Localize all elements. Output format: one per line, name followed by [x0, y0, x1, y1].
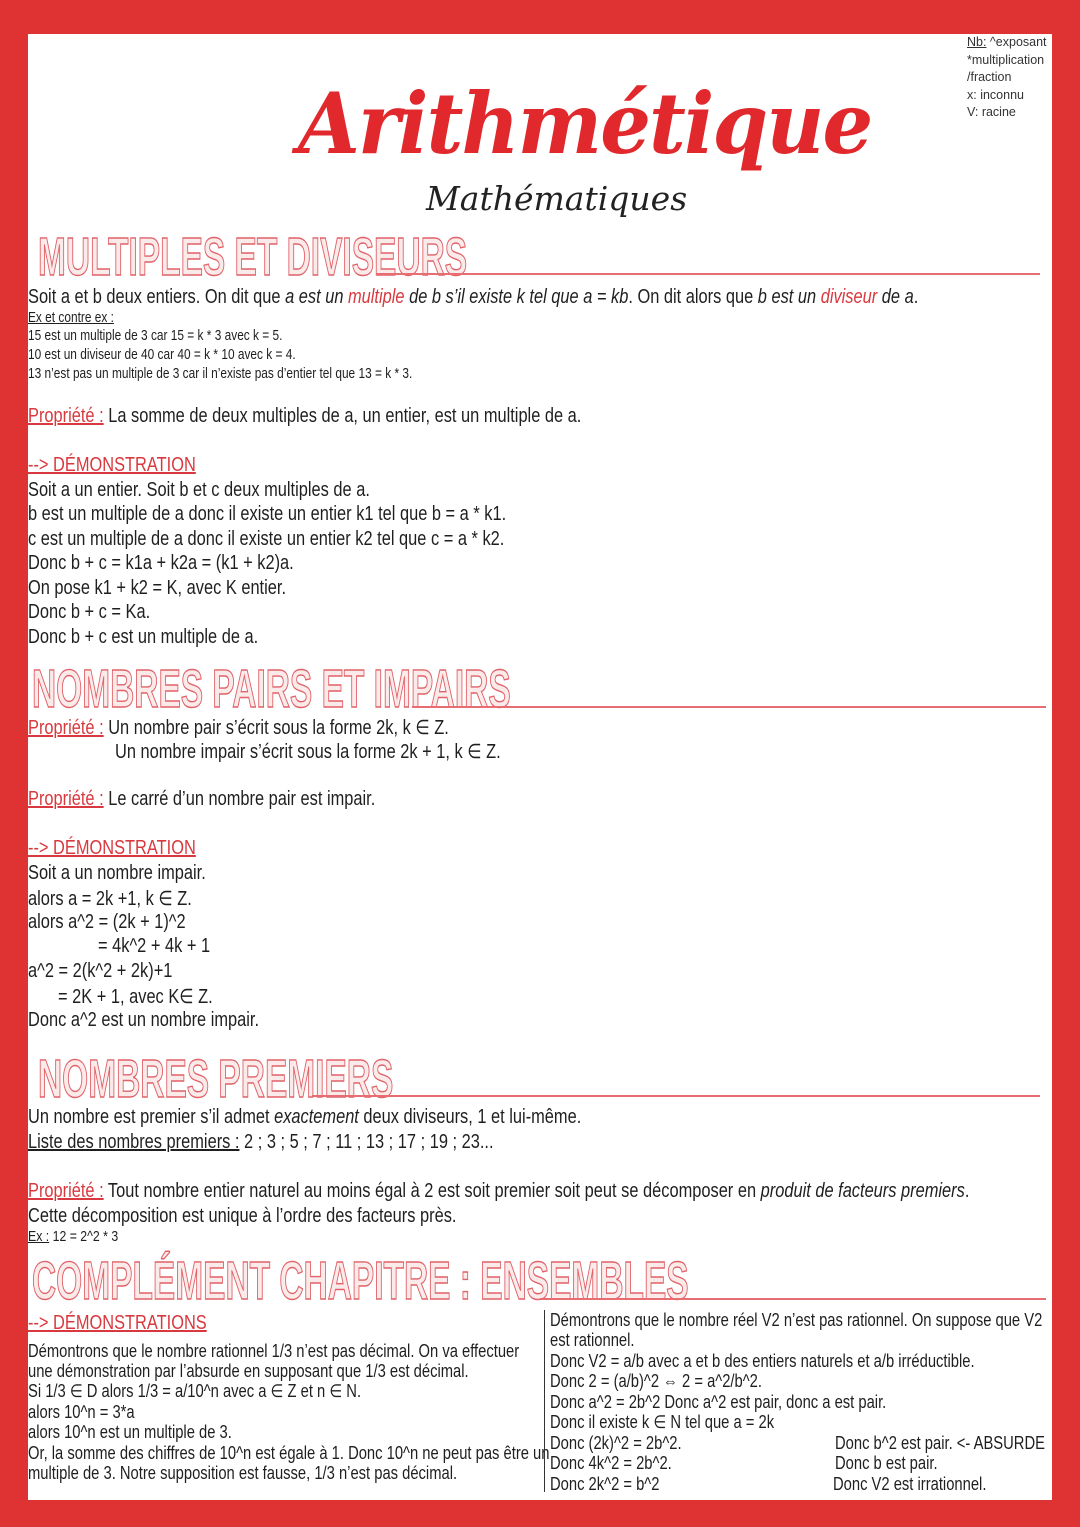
s3-example — [28, 1228, 118, 1245]
s3-definition — [28, 1106, 581, 1129]
s2-demo-line: alors a = 2k +1, k ∈ Z. — [28, 888, 192, 910]
legend-nb-label: Nb: — [967, 35, 987, 49]
s4-right-line: Donc 2 = (a/b)^2 ⇔ 2 = a^2/b^2. — [550, 1371, 762, 1391]
s4-right-line: Donc (2k)^2 = 2b^2. — [550, 1433, 682, 1453]
s4-right-line: Donc 2k^2 = b^2 — [550, 1474, 660, 1494]
property-label: Propriété : — [28, 405, 104, 427]
section-title-premiers: NOMBRES PREMIERS — [38, 1049, 394, 1109]
s4-right-line: Donc a^2 = 2b^2 Donc a^2 est pair, donc a est pair. — [550, 1392, 887, 1412]
s2-demo-line: Donc a^2 est un nombre impair. — [28, 1009, 260, 1031]
s4-demo-label: --> DÉMONSTRATIONS — [28, 1312, 207, 1334]
page-subtitle: Mathématiques — [426, 179, 688, 218]
s1-example-line: 13 n’est pas un multiple de 3 car il n’existe pas d’entier tel que 13 = k * 3. — [28, 366, 413, 382]
s4-left-line: une démonstration par l’absurde en supposant que 1/3 est décimal. — [28, 1361, 469, 1381]
legend-line: /fraction — [967, 70, 1012, 84]
s1-demo-label: --> DÉMONSTRATION — [28, 454, 196, 476]
text: de a — [877, 286, 914, 308]
s1-demo-line: Soit a un entier. Soit b et c deux multiples de a. — [28, 479, 370, 501]
s1-demo-line: b est un multiple de a donc il existe un entier k1 tel que b = a * k1. — [28, 503, 507, 525]
property-label: Propriété : — [28, 1180, 104, 1202]
s3-prime-list — [28, 1131, 494, 1154]
text: deux diviseurs, 1 et lui-même. — [358, 1106, 582, 1128]
text: de b s’il existe k tel que a = kb — [404, 286, 629, 308]
page-title: Arithmétique — [298, 74, 872, 173]
s3-property-line2: Cette décomposition est unique à l’ordre des facteurs près. — [28, 1205, 457, 1227]
s4-right-col2-line: Donc b^2 est pair. <- ABSURDE — [835, 1433, 1045, 1453]
section-title-ensembles: COMPLÉMENT CHAPITRE : ENSEMBLES — [32, 1251, 689, 1311]
s4-left-line: alors 10^n = 3*a — [28, 1402, 135, 1422]
term-diviseur: diviseur — [820, 286, 878, 308]
property-label: Propriété : — [28, 717, 104, 739]
section-underline — [312, 1095, 1040, 1097]
text: Un nombre pair s’écrit sous la forme 2k, k ∈ Z. — [103, 717, 449, 739]
s4-left-line: Démontrons que le nombre rationnel 1/3 n’est pas décimal. On va effectuer — [28, 1341, 520, 1361]
text: 2 ; 3 ; 5 ; 7 ; 11 ; 13 ; 17 ; 19 ; 23... — [239, 1131, 494, 1153]
s4-right-line: Donc 4k^2 = 2b^2. — [550, 1453, 672, 1473]
s1-demo-line: Donc b + c = k1a + k2a = (k1 + k2)a. — [28, 552, 294, 574]
text: Soit a et b deux entiers. On dit que — [28, 286, 286, 308]
s4-left-line: Or, la somme des chiffres de 10^n est égale à 1. Donc 10^n ne peut pas être un — [28, 1443, 550, 1463]
s2-demo-label: --> DÉMONSTRATION — [28, 837, 196, 859]
s4-left-line: Si 1/3 ∈ D alors 1/3 = a/10^n avec a ∈ Z et n ∈ N. — [28, 1381, 362, 1401]
s1-property — [28, 405, 581, 428]
section-title-multiples: MULTIPLES ET DIVISEURS — [38, 227, 468, 287]
text: Un nombre est premier s’il admet — [28, 1106, 275, 1128]
s4-right-line: Donc V2 = a/b avec a et b des entiers naturels et a/b irréductible. — [550, 1351, 975, 1371]
s1-demo-line: c est un multiple de a donc il existe un entier k2 tel que c = a * k2. — [28, 528, 505, 550]
text: . — [913, 286, 919, 308]
s2-demo-line: a^2 = 2(k^2 + 2k)+1 — [28, 960, 173, 982]
text: produit de facteurs premiers — [760, 1180, 965, 1202]
column-divider — [544, 1310, 545, 1492]
s2-property-line2: Un nombre impair s’écrit sous la forme 2k + 1, k ∈ Z. — [115, 741, 501, 763]
s2-demo-line: Soit a un nombre impair. — [28, 862, 206, 884]
s2-demo-line: = 4k^2 + 4k + 1 — [98, 935, 211, 957]
legend-line: x: inconnu — [967, 87, 1024, 102]
s4-right-col2-line: Donc b est pair. — [835, 1453, 938, 1473]
s1-example-label: Ex et contre ex : — [28, 310, 114, 326]
s1-example-line: 10 est un diviseur de 40 car 40 = k * 10 avec k = 4. — [28, 347, 296, 363]
legend-line: V: racine — [967, 105, 1016, 119]
text: b est un — [757, 286, 821, 308]
s2-demo-line: alors a^2 = (2k + 1)^2 — [28, 911, 186, 933]
s1-definition — [28, 286, 918, 309]
section-underline — [376, 273, 1040, 275]
text: La somme de deux multiples de a, un entier, est un multiple de a. — [103, 405, 582, 427]
text: exactement — [274, 1106, 359, 1128]
section-title-pairs-impairs: NOMBRES PAIRS ET IMPAIRS — [32, 659, 511, 719]
s4-right-line: est rationnel. — [550, 1330, 635, 1350]
text: Le carré d’un nombre pair est impair. — [103, 788, 376, 810]
section-underline — [412, 706, 1046, 708]
list-label: Liste des nombres premiers : — [28, 1131, 240, 1153]
text: . On dit alors que — [628, 286, 758, 308]
text: 12 = 2^2 * 3 — [49, 1228, 119, 1245]
s3-property — [28, 1180, 969, 1203]
page — [28, 34, 1052, 1500]
s4-left-line: multiple de 3. Notre supposition est fausse, 1/3 n’est pas décimal. — [28, 1463, 458, 1483]
notation-legend — [967, 34, 1047, 122]
property-label: Propriété : — [28, 788, 104, 810]
s1-demo-line: On pose k1 + k2 = K, avec K entier. — [28, 577, 287, 599]
term-multiple: multiple — [348, 286, 405, 308]
section-underline — [540, 1298, 1046, 1300]
s2-property-2 — [28, 788, 375, 811]
s2-demo-line: = 2K + 1, avec K∈ Z. — [58, 986, 213, 1008]
text: a est un — [285, 286, 349, 308]
s4-right-col2-line: Donc V2 est irrationnel. — [833, 1474, 987, 1494]
text: . — [964, 1180, 970, 1202]
s1-demo-line: Donc b + c est un multiple de a. — [28, 626, 259, 648]
s2-property — [28, 715, 449, 740]
legend-nb-text: ^exposant — [986, 35, 1047, 49]
s4-right-line: Démontrons que le nombre réel V2 n’est pas rationnel. On suppose que V2 — [550, 1310, 1043, 1330]
s1-demo-line: Donc b + c = Ka. — [28, 601, 151, 623]
s1-example-line: 15 est un multiple de 3 car 15 = k * 3 avec k = 5. — [28, 328, 283, 344]
example-label: Ex : — [28, 1228, 50, 1245]
legend-line: *multiplication — [967, 52, 1045, 67]
s4-right-line: Donc il existe k ∈ N tel que a = 2k — [550, 1412, 775, 1432]
s4-left-line: alors 10^n est un multiple de 3. — [28, 1422, 232, 1442]
text: Tout nombre entier naturel au moins égal à 2 est soit premier soit peut se décomposer en — [103, 1180, 761, 1202]
